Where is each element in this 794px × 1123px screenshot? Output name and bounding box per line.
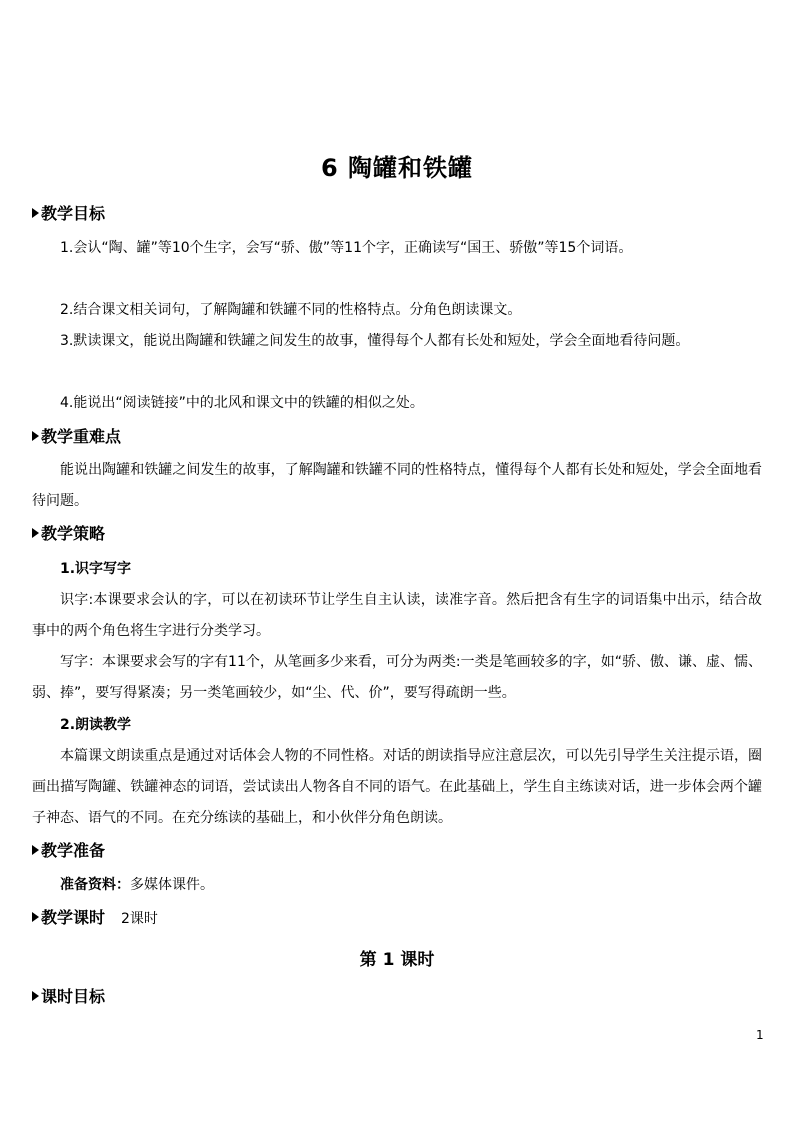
- triangle-bullet-icon: [32, 208, 39, 218]
- lesson-title: 第 1 课时: [359, 950, 435, 970]
- strategy-paragraph: 写字：本课要求会写的字有11个，从笔画多少来看，可分为两类:一类是笔画较多的字，如“骄、傲、谦、虚、懦、弱、捧”，要写得紧凑；另一类笔画较少，如“尘、代、价”，要写得疏朗一些。: [32, 654, 762, 701]
- strategy-subheading: 2.朗读教学: [60, 717, 132, 733]
- preparation-value: 多媒体课件。: [130, 877, 214, 893]
- page-number: 1: [756, 1028, 764, 1042]
- triangle-bullet-icon: [32, 991, 39, 1001]
- section-heading-lesson-objectives: 课时目标: [32, 986, 105, 1008]
- section-heading-key-points: 教学重难点: [32, 426, 121, 448]
- section-heading-preparation: 教学准备: [32, 840, 105, 862]
- class-hours-value: 2课时: [121, 911, 158, 927]
- objective-item: 4.能说出“阅读链接”中的北风和课文中的铁罐的相似之处。: [60, 395, 424, 411]
- objective-item: 3.默读课文，能说出陶罐和铁罐之间发生的故事，懂得每个人都有长处和短处，学会全面地看待问题。: [60, 333, 690, 349]
- strategy-subheading: 1.识字写字: [60, 561, 132, 577]
- section-heading-objectives: 教学目标: [32, 203, 105, 225]
- key-points-text: 能说出陶罐和铁罐之间发生的故事，了解陶罐和铁罐不同的性格特点，懂得每个人都有长处和短处，学会全面地看待问题。: [32, 462, 762, 509]
- triangle-bullet-icon: [32, 845, 39, 855]
- triangle-bullet-icon: [32, 528, 39, 538]
- strategy-paragraph: 识字:本课要求会认的字，可以在初读环节让学生自主认读，读准字音。然后把含有生字的词语集中出示，结合故事中的两个角色将生字进行分类学习。: [32, 592, 762, 639]
- triangle-bullet-icon: [32, 912, 39, 922]
- objective-item: 2.结合课文相关词句，了解陶罐和铁罐不同的性格特点。分角色朗读课文。: [60, 302, 522, 318]
- preparation-label: 准备资料：: [60, 877, 130, 893]
- section-heading-class-hours: 教学课时 2课时: [32, 907, 158, 930]
- preparation-line: [60, 874, 214, 896]
- strategy-paragraph: 本篇课文朗读重点是通过对话体会人物的不同性格。对话的朗读指导应注意层次，可以先引导学生关注提示语，圈画出描写陶罐、铁罐神态的词语，尝试读出人物各自不同的语气。在此基础上，学生自主练读对话，进一步体会两个罐子神态、语气的不同。在充分练读的基础上，和小伙伴分角色朗读。: [32, 748, 762, 826]
- objective-item: 1.会认“陶、罐”等10个生字，会写“骄、傲”等11个字，正确读写“国王、骄傲”等15个词语。: [60, 240, 633, 256]
- triangle-bullet-icon: [32, 431, 39, 441]
- section-heading-strategy: 教学策略: [32, 523, 105, 545]
- page-title: 6 陶罐和铁罐: [320, 154, 474, 182]
